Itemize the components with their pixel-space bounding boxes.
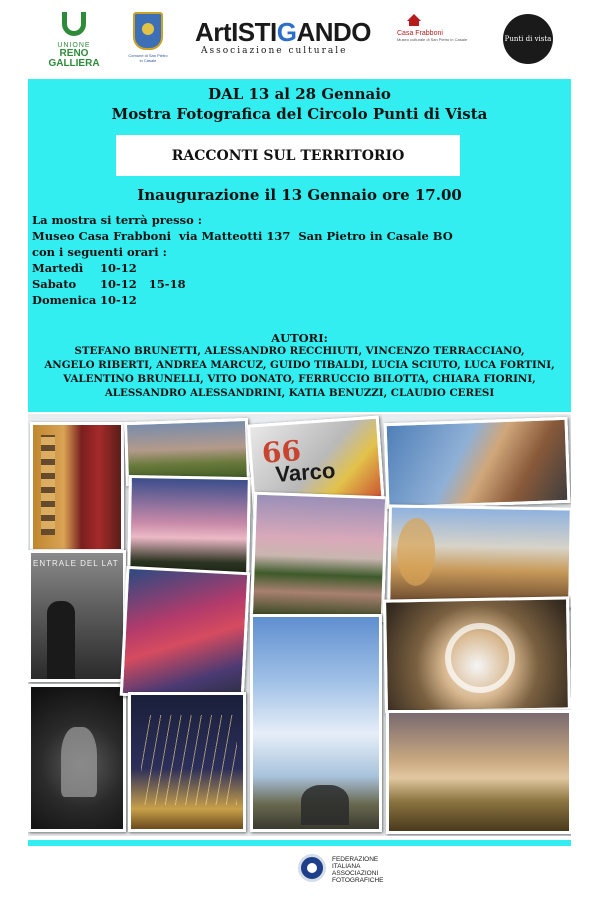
photo-street-shop	[28, 550, 126, 682]
shop-sign-text: ENTRALE DEL LAT	[33, 559, 119, 568]
photo-buildings-sky	[384, 417, 571, 509]
photo-buildings	[30, 422, 124, 552]
photo-river-canal	[250, 492, 388, 623]
hours-time: 10-12	[100, 261, 137, 275]
hours-row	[32, 261, 137, 275]
theme-banner-text: RACCONTI SUL TERRITORIO	[171, 147, 405, 164]
photo-statue-night	[28, 684, 126, 832]
photo-pink-sky-tree	[127, 475, 251, 581]
theme-banner	[116, 135, 460, 176]
coat-of-arms-icon	[133, 12, 163, 50]
authors-line: ANGELO RIBERTI, ANDREA MARCUZ, GUIDO TIBALDI, LUCIA SCIUTO, LUCA FORTINI,	[44, 359, 555, 371]
footer-bar	[28, 840, 571, 846]
reno-galliera-line2: RENO GALLIERA	[48, 48, 100, 69]
punti-di-vista-name: Punti di vista	[504, 35, 552, 43]
varco-sign-text: Varco	[274, 457, 337, 487]
hours-row	[32, 277, 186, 291]
hours-day: Sabato	[32, 277, 77, 291]
artistigando-logo	[195, 18, 381, 62]
photo-spiral-staircase	[383, 596, 571, 713]
photo-red-clouds	[120, 566, 251, 702]
opening-line: Inaugurazione il 13 Gennaio ore 17.00	[137, 186, 462, 204]
house-icon	[407, 14, 421, 26]
exhibit-title: Mostra Fotografica del Circolo Punti di Vista	[111, 105, 488, 123]
photo-street-fisheye	[387, 504, 571, 607]
artistigando-subtitle: Associazione culturale	[201, 46, 348, 56]
exhibit-dates: DAL 13 al 28 Gennaio	[208, 85, 391, 103]
venue-line: La mostra si terrà presso :	[32, 213, 203, 227]
reno-galliera-logo	[38, 12, 110, 69]
reno-galliera-line1: UNIONE	[57, 42, 91, 49]
hours-time: 10-12	[100, 293, 137, 307]
header-logos	[0, 0, 600, 80]
photo-collage	[28, 414, 571, 836]
photo-varco-sign: 66 Varco	[247, 416, 385, 517]
hours-day: Domenica	[32, 293, 97, 307]
punti-di-vista-logo	[503, 14, 553, 64]
venue-line: Museo Casa Frabboni via Matteotti 137 San Pietro in Casale BO	[32, 229, 453, 243]
authors-line: VALENTINO BRUNELLI, VITO DONATO, FERRUCCIO BILOTTA, CHIARA FIORINI,	[63, 373, 536, 385]
comune-caption: Comune di San Pietro in Casale	[128, 53, 168, 63]
hours-day: Martedì	[32, 261, 84, 275]
comune-logo	[128, 12, 168, 63]
photo-country-road	[386, 710, 571, 834]
casa-frabboni-logo	[397, 14, 487, 58]
reno-galliera-u-icon	[59, 12, 89, 40]
photo-light-strings	[128, 692, 246, 832]
authors-line: STEFANO BRUNETTI, ALESSANDRO RECCHIUTI, VINCENZO TERRACCIANO,	[74, 345, 525, 357]
fiaf-logo	[292, 850, 412, 888]
fiaf-lens-icon	[298, 854, 326, 882]
casa-frabboni-name: Casa Frabboni	[397, 30, 443, 37]
fiaf-text: FEDERAZIONE ITALIANA ASSOCIAZIONI FOTOGRAFICHE	[332, 856, 384, 884]
hours-time: 10-12 15-18	[100, 277, 186, 291]
authors-line: ALESSANDRO ALESSANDRINI, KATIA BENUZZI, CLAUDIO CERESI	[104, 387, 495, 399]
casa-frabboni-caption: Museo culturale di San Pietro in Casale	[397, 37, 468, 42]
artistigando-name: ArtISTIGANDO	[195, 17, 372, 47]
venue-line: con i seguenti orari :	[32, 245, 167, 259]
authors-title: AUTORI:	[271, 331, 328, 345]
info-panel	[28, 79, 571, 412]
hours-row	[32, 293, 137, 307]
photo-clouds-crowd	[250, 614, 382, 832]
